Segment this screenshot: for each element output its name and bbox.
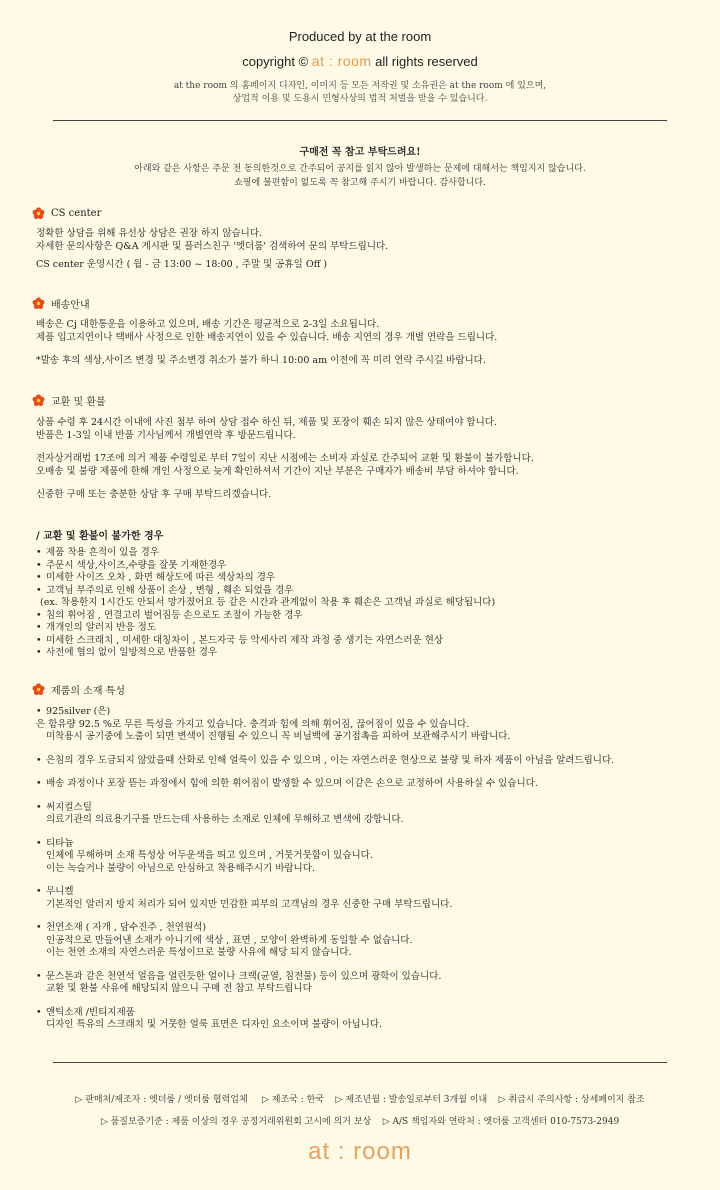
shipping-heading-label: 배송안내	[51, 300, 90, 311]
copyright-prefix: copyright ©	[242, 54, 309, 69]
surgical-line-1: 의료기관의 의료용기구를 만드는데 사용하는 소재로 인체에 무해하고 변색에 강합니다.	[46, 814, 404, 825]
silver-line-2: 미착용시 공기중에 노출이 되면 변색이 진행될 수 있으니 꼭 비닐백에 공기접촉을 피하여 보관해주시기 바랍니다.	[46, 731, 511, 742]
shipping-line-1: 배송은 Cj 대한통운을 이용하고 있으며, 배송 기간은 평균적으로 2-3일 소요됩니다.	[36, 319, 380, 330]
footer-info-row-2	[0, 1114, 720, 1127]
list-item: • 사전에 협의 없이 일방적으로 반품한 경우	[36, 647, 495, 660]
material-antique	[36, 1007, 614, 1032]
legal-line-1: at the room 의 홈페이지 디자인, 이미지 등 모든 저작권 및 소유권은 at the room 에 있으며,	[173, 81, 547, 91]
titanium-line-1: 인체에 무해하며 소재 특성상 어두운색을 띄고 있으며 , 거뭇거뭇함이 있습니다.	[46, 850, 373, 861]
produced-by: Produced by at the room	[288, 29, 432, 44]
nickel-title: • 무니켈	[46, 886, 74, 897]
cs-hours: CS center 운영시간 ( 월 - 금 13:00 ~ 18:00 , 주말 및 공휴일 Off )	[36, 259, 328, 270]
exchange-line-5: 신중한 구매 또는 충분한 상담 후 구매 부탁드리겠습니다.	[36, 489, 272, 500]
copyright-brand: at : room	[311, 53, 372, 69]
shipping-line-3: *발송 후의 색상,사이즈 변경 및 주소변경 취소가 불가 하니 10:00 am 이전에 꼭 미리 연락 주시길 바랍니다.	[36, 355, 486, 366]
material-silver	[36, 706, 614, 744]
shipping-line-2: 제품 입고지연이나 택배사 사정으로 인한 배송지연이 있을 수 있습니다. 배송 지연의 경우 개별 연락을 드립니다.	[36, 331, 498, 343]
copyright-line	[0, 53, 720, 69]
list-item: • 개개인의 알러지 반응 정도	[36, 622, 495, 635]
natural-line-2: 이는 천연 소재의 자연스러운 특성이므로 불량 사유에 해당 되지 않습니다.	[46, 947, 352, 958]
list-item: • 침의 휘어짐 , 연결고리 벌어짐등 손으로도 조절이 가능한 경우	[36, 610, 495, 623]
shipping-body	[36, 319, 497, 368]
list-item: • 제품 착용 흔적이 있을 경우	[36, 547, 495, 560]
footer-logo: at : room	[308, 1138, 412, 1165]
material-heading-label: 제품의 소재 특성	[51, 686, 125, 697]
exchange-heading-label: 교환 및 환불	[51, 397, 106, 408]
exchange-body	[36, 417, 534, 502]
material-nickel	[36, 886, 614, 911]
material-body	[36, 706, 614, 1032]
footer-warranty: ▷ 품질보증기준 : 제품 이상의 경우 공정거래위원회 고시에 의거 보상	[100, 1117, 372, 1127]
divider-bottom	[53, 1062, 667, 1063]
list-item: • 고객님 부주의로 인해 상품이 손상 , 변형 , 훼손 되었을 경우	[36, 585, 495, 598]
list-item: • 미세한 스크래치 , 미세한 대칭차이 , 본드자국 등 악세사리 제작 과정 중 생기는 자연스러운 현상	[36, 635, 495, 648]
material-moonstone	[36, 971, 614, 996]
notice-line-1: 아래와 같은 사항은 주문 전 동의한것으로 간주되어 공지를 읽지 않아 발생하는 문제에 대해서는 책임지지 않습니다.	[134, 164, 586, 174]
list-item: • 주문시 색상,사이즈,수량을 잘못 기재한경우	[36, 560, 495, 573]
no-exchange-list	[36, 547, 495, 660]
legal-line-2: 상업적 이용 및 도용시 민형사상의 법적 처벌을 받을 수 있습니다.	[232, 94, 488, 104]
material-natural	[36, 922, 614, 960]
natural-line-1: 인공적으로 만들어낸 소재가 아니기에 색상 , 표면 , 모양이 완벽하게 동일할 수 없습니다.	[46, 934, 413, 946]
material-surgical	[36, 802, 614, 827]
footer-manufacture-date: ▷ 제조년월 : 발송일로부터 3개월 이내	[335, 1095, 488, 1105]
flower-icon	[32, 207, 45, 220]
moonstone-line-2: 교환 및 환불 사유에 해당되지 않으니 구매 전 참고 부탁드립니다	[46, 983, 312, 994]
cs-section-heading	[32, 207, 101, 220]
cs-heading-label: CS center	[51, 208, 102, 219]
exchange-line-2: 반품은 1-3일 이내 반품 기사님께서 개별연락 후 방문드립니다.	[36, 429, 296, 441]
flower-icon	[32, 394, 45, 407]
material-section-heading	[32, 682, 125, 697]
flower-icon	[32, 297, 45, 310]
nickel-line-1: 기본적인 알러지 방지 처리가 되어 있지만 민감한 피부의 고객님의 경우 신중한 구매 부탁드립니다.	[46, 898, 453, 910]
shipping-section-heading	[32, 296, 90, 311]
surgical-title: • 써지컬스틸	[46, 801, 92, 813]
divider-top	[53, 120, 667, 121]
footer-country: ▷ 제조국 : 한국	[262, 1095, 325, 1105]
antique-title: • 앤틱소재 /빈티지제품	[46, 1006, 135, 1018]
exchange-line-1: 상품 수령 후 24시간 이내에 사진 첨부 하여 상담 접수 하신 뒤, 제품 및 포장이 훼손 되지 않은 상태여야 합니다.	[36, 417, 497, 428]
antique-line-1: 디자인 특유의 스크래치 및 거뭇한 얼룩 표면은 디자인 요소이며 불량이 아닙니다.	[46, 1019, 383, 1030]
legal-notice	[0, 80, 720, 106]
silver-line-1: 은 함유량 92.5 %로 무른 특성을 가지고 있습니다. 충격과 힘에 의해 휘어짐, 끊어짐이 있을 수 있습니다.	[36, 718, 470, 730]
material-titanium	[36, 838, 614, 876]
footer-info-row-1	[0, 1092, 720, 1105]
cs-line-1: 정확한 상담을 위해 유선상 상담은 권장 하지 않습니다.	[36, 228, 263, 239]
cs-body	[36, 228, 388, 272]
notice-title: 구매전 꼭 참고 부탁드려요!	[299, 147, 421, 158]
exchange-line-4: 오배송 및 불량 제품에 한해 개인 사정으로 늦게 확인하셔서 기간이 지난 부분은 구매자가 배송비 부담 하셔야 합니다.	[36, 465, 519, 477]
footer-handling: ▷ 취급시 주의사항 : 상세페이지 참조	[498, 1095, 645, 1105]
list-item: • 미세한 사이즈 오차 , 화면 해상도에 따른 색상차의 경우	[36, 572, 495, 585]
footer-as-contact: ▷ A/S 책임자와 연락처 : 엣더룸 고객센터 010-7573-2949	[382, 1117, 620, 1127]
no-exchange-heading: / 교환 및 환불이 불가한 경우	[36, 531, 164, 542]
exchange-line-3: 전자상거래법 17조에 의거 제품 수령일로 부터 7일이 지난 시점에는 소비자 과실로 간주되어 교환 및 환불이 불가합니다.	[36, 453, 534, 464]
moonstone-line-1: • 문스톤과 같은 천연석 얼음을 얼린듯한 얼이나 크랙(균열, 침전물) 등이 있으며 광학이 있습니다.	[46, 970, 442, 982]
cs-line-2: 자세한 문의사항은 Q&A 게시판 및 플러스친구 '엣더룸' 검색하여 문의 부탁드립니다.	[36, 240, 389, 252]
no-exchange-sub-note: (ex. 착용한지 1시간도 안되서 망가졌어요 등 같은 시간과 관계없이 착용 후 훼손은 고객님 과실로 해당됩니다)	[40, 597, 496, 608]
material-plated: • 은침의 경우 도금되지 않았을때 산화로 인해 얼룩이 있을 수 있으며 , 이는 자연스러운 현상으로 불량 및 하자 제품이 아님을 알려드립니다.	[36, 755, 614, 768]
notice-line-2: 쇼핑에 불편함이 없도록 꼭 참고해 주시기 바랍니다. 감사합니다.	[234, 178, 486, 188]
titanium-title: • 티타늄	[46, 837, 74, 849]
material-shipping-bend: • 배송 과정이나 포장 뜯는 과정에서 힘에 의한 휘어짐이 발생할 수 있으며 이같은 손으로 교정하여 사용하실 수 있습니다.	[36, 778, 614, 791]
silver-title: • 925silver (은)	[46, 706, 111, 717]
exchange-section-heading	[32, 393, 106, 408]
notice-text	[0, 162, 720, 190]
footer-seller: ▷ 판매처/제조자 : 엣더룸 / 엣더룸 협력업체	[75, 1095, 248, 1105]
titanium-line-2: 이는 녹슬거나 불량이 아님으로 안심하고 착용해주시기 바랍니다.	[46, 862, 315, 874]
natural-title: • 천연소재 ( 자개 , 담수진주 , 천연원석)	[46, 922, 207, 933]
copyright-suffix: all rights reserved	[375, 54, 478, 69]
flower-icon	[32, 683, 45, 696]
